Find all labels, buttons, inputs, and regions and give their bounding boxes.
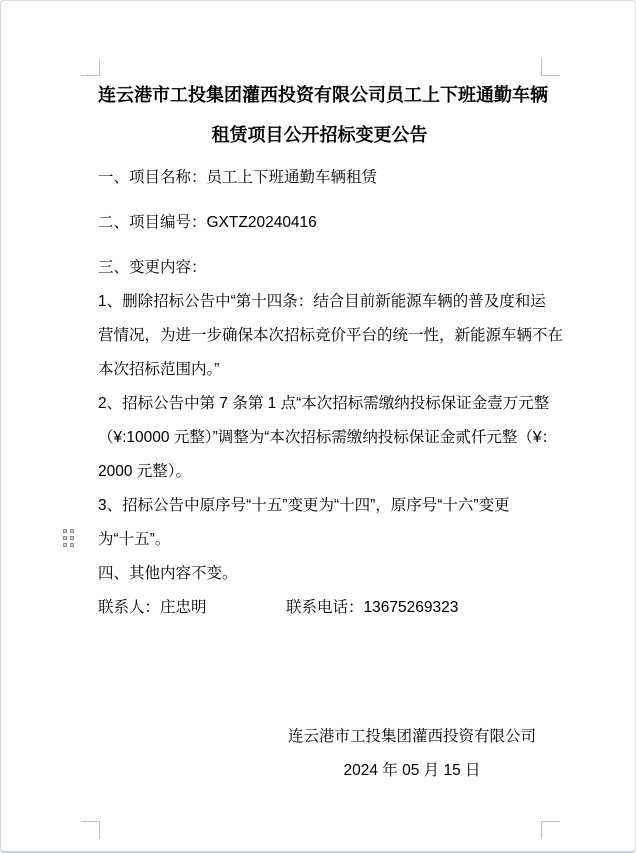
document-body xyxy=(98,161,564,625)
body-line-change-2a: 2、招标公告中第 7 条第 1 点“本次招标需缴纳投标保证金壹万元整 xyxy=(98,395,550,412)
crop-mark-bottom-left-icon xyxy=(81,821,100,839)
drag-handle-dot xyxy=(70,536,74,540)
contact-person: 联系人：庄忠明 xyxy=(98,599,207,616)
body-line-change-heading: 三、变更内容： xyxy=(98,259,207,276)
crop-mark-top-left-icon xyxy=(81,58,100,76)
drag-handle-dot xyxy=(70,543,74,547)
signature-block xyxy=(281,720,543,788)
body-line-change-1a: 1、删除招标公告中“第十四条：结合目前新能源车辆的普及度和运 xyxy=(98,293,546,310)
contact-line xyxy=(98,591,541,625)
body-line-change-3a: 3、招标公告中原序号“十五”变更为“十四”，原序号“十六”变更 xyxy=(98,497,510,514)
body-line-change-3b: 为“十五”。 xyxy=(98,531,171,548)
body-line-other-unchanged: 四、其他内容不变。 xyxy=(98,565,238,582)
drag-handle-dot xyxy=(63,543,67,547)
body-line-change-2b: （¥:10000 元整）”调整为“本次招标需缴纳投标保证金贰仟元整（¥： xyxy=(98,429,558,446)
title-line-2: 租赁项目公开招标变更公告 xyxy=(211,125,428,145)
drag-handle-icon[interactable] xyxy=(63,529,74,547)
body-line-project-number: 二、项目编号：GXTZ20240416 xyxy=(98,214,317,231)
body-line-change-1b: 营情况，为进一步确保本次招标竞价平台的统一性，新能源车辆不在 xyxy=(98,327,564,344)
body-line-change-2c: 2000 元整）。 xyxy=(98,463,192,480)
drag-handle-dot xyxy=(63,536,67,540)
drag-handle-dot xyxy=(70,529,74,533)
body-line-project-name: 一、项目名称：员工上下班通勤车辆租赁 xyxy=(98,169,378,186)
signature-company: 连云港市工投集团灌西投资有限公司 xyxy=(287,728,536,745)
contact-phone: 联系电话：13675269323 xyxy=(286,599,459,616)
signature-date: 2024 年 05 月 15 日 xyxy=(343,762,481,779)
drag-handle-dot xyxy=(63,529,67,533)
title-line-1: 连云港市工投集团灌西投资有限公司员工上下班通勤车辆 xyxy=(98,85,548,105)
body-line-change-1c: 本次招标范围内。” xyxy=(98,361,220,378)
document-title xyxy=(98,75,548,155)
crop-mark-bottom-right-icon xyxy=(541,821,560,839)
crop-mark-top-right-icon xyxy=(541,58,560,76)
